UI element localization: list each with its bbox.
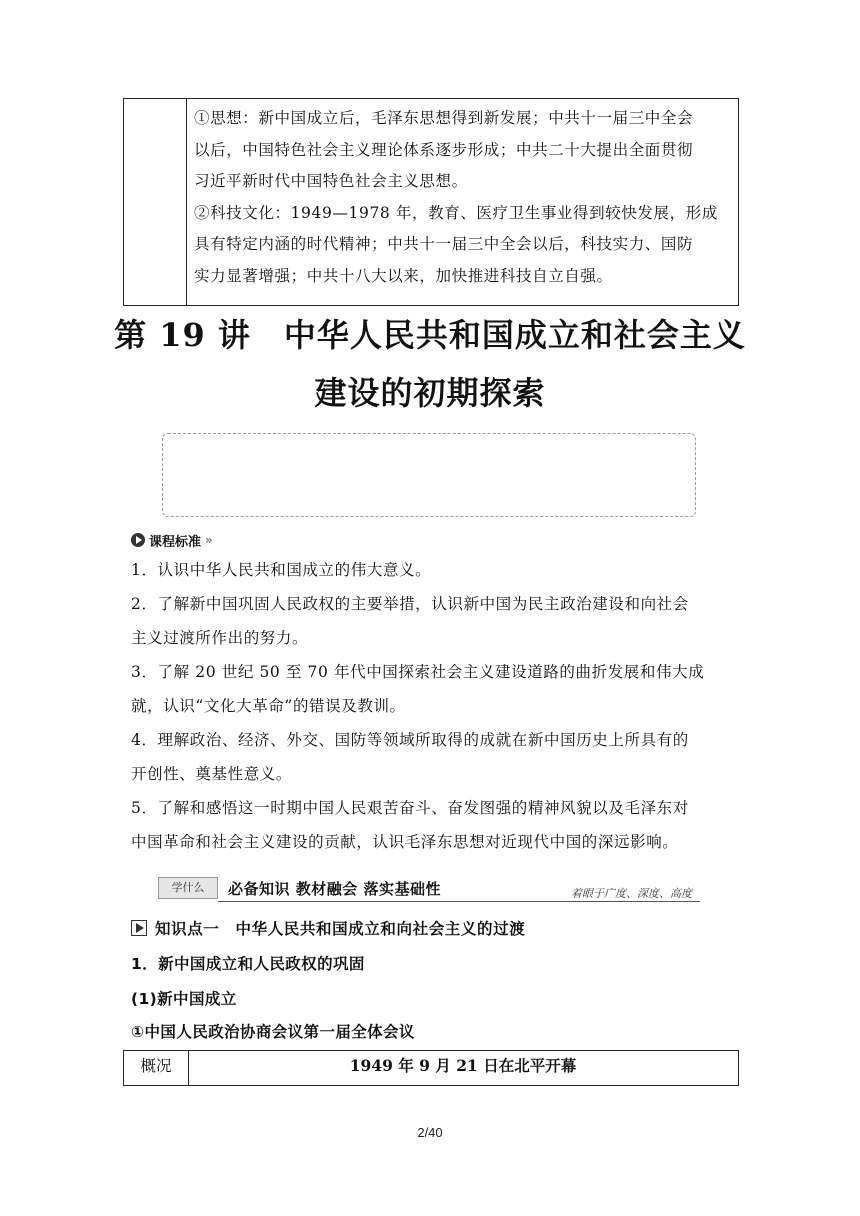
table-line: ①思想：新中国成立后，毛泽东思想得到新发展；中共十一届三中全会 — [194, 109, 694, 127]
standard-item: 中国革命和社会主义建设的贡献，认识毛泽东思想对近现代中国的深远影响。 — [131, 833, 679, 851]
play-circle-icon — [131, 533, 145, 547]
table-line: ②科技文化：1949—1978 年，教育、医疗卫生事业得到较快发展，形成 — [194, 203, 718, 222]
table-line: 以后，中国特色社会主义理论体系逐步形成；中共二十大提出全面贯彻 — [194, 140, 694, 159]
subsection-item: ①中国人民政治协商会议第一届全体会议 — [131, 1023, 415, 1041]
course-standard-header — [131, 530, 210, 550]
table-line: 习近平新时代中国特色社会主义思想。 — [194, 172, 468, 190]
placeholder-box — [162, 433, 696, 517]
knowledge-point-title: 知识点一 中华人民共和国成立和向社会主义的过渡 — [155, 920, 526, 938]
standard-item: 主义过渡所作出的努力。 — [131, 629, 309, 647]
chapter-title-line-1: 第 19 讲 中华人民共和国成立和社会主义 — [114, 316, 746, 354]
overview-label: 概况 — [124, 1051, 189, 1085]
standard-item: 4．理解政治、经济、外交、国防等领域所取得的成就在新中国历史上所具有的 — [131, 731, 689, 749]
banner-subtitle: 着眼于广度、深度、高度 — [571, 887, 692, 900]
overview-value: 1949 年 9 月 21 日在北平开幕 — [349, 1056, 577, 1075]
standard-item: 开创性、奠基性意义。 — [131, 765, 293, 783]
standard-item: 3．了解 20 世纪 50 至 70 年代中国探索社会主义建设道路的曲折发展和伟大成 — [131, 663, 705, 681]
banner-title: 必备知识 教材融会 落实基础性 — [228, 880, 441, 898]
table-label-cell — [124, 99, 187, 305]
banner-rule — [218, 901, 700, 902]
standard-item: 5．了解和感悟这一时期中国人民艰苦奋斗、奋发图强的精神风貌以及毛泽东对 — [131, 799, 689, 817]
page-number: 2/40 — [417, 1125, 443, 1140]
standard-item: 就，认识“文化大革命”的错误及教训。 — [131, 697, 406, 715]
knowledge-point-heading — [131, 917, 525, 939]
table-line: 实力显著增强；中共十八大以来，加快推进科技自立自强。 — [194, 266, 613, 285]
section-banner — [158, 875, 700, 903]
table-content-cell — [194, 103, 730, 292]
subsection-heading: (1)新中国成立 — [131, 990, 237, 1008]
table-line: 具有特定内涵的时代精神；中共十一届三中全会以后，科技实力、国防 — [194, 235, 694, 253]
overview-table — [123, 1050, 739, 1086]
section-heading: 1．新中国成立和人民政权的巩固 — [131, 955, 365, 973]
play-square-icon — [131, 920, 147, 936]
standard-item: 1．认识中华人民共和国成立的伟大意义。 — [131, 561, 432, 579]
summary-table — [123, 98, 739, 306]
banner-logo: 学什么 — [158, 877, 218, 899]
standard-item: 2．了解新中国巩固人民政权的主要举措，认识新中国为民主政治建设和向社会 — [131, 595, 689, 613]
course-standard-label: 课程标准 — [149, 534, 202, 550]
chapter-title-line-2: 建设的初期探索 — [314, 374, 546, 412]
double-chevron-icon: » — [205, 533, 210, 547]
